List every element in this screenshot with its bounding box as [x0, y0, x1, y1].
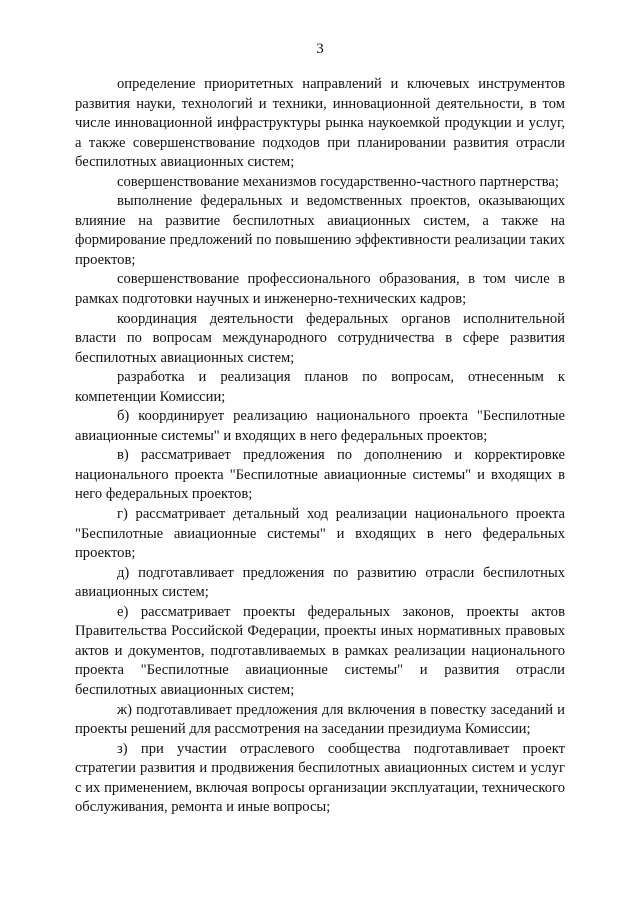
paragraph-professional-education: совершенствование профессионального образования, в том числе в рамках подготовки научных и инженерно-технических кадров;: [75, 271, 565, 308]
paragraph-item-b: б) координирует реализацию национального проекта "Беспилотные авиационные системы" и входящих в него федеральных проектов;: [75, 408, 565, 444]
paragraph-plans: разработка и реализация планов по вопросам, отнесенным к компетенции Комиссии;: [75, 369, 565, 405]
paragraph-federal-projects: выполнение федеральных и ведомственных проектов, оказывающих влияние на развитие беспилотных авиационных систем, а также на формирование предложений по повышению эффективности реализации таких проектов;: [75, 193, 565, 268]
paragraph-item-g: г) рассматривает детальный ход реализации национального проекта "Беспилотные авиационные системы" и входящих в него федеральных проектов;: [75, 506, 565, 562]
paragraph-item-e: е) рассматривает проекты федеральных законов, проекты актов Правительства Российской Федерации, проекты иных нормативных правовых актов и документов, подготавливаемых в рамках реализации национального проекта "Беспилотные авиационные системы" и развития отрасли беспилотных авиационных систем;: [75, 603, 565, 698]
paragraph-item-d: д) подготавливает предложения по развитию отрасли беспилотных авиационных систем;: [75, 564, 565, 601]
page-number: 3: [316, 41, 324, 57]
paragraph-international-cooperation: координация деятельности федеральных органов исполнительной власти по вопросам международного сотрудничества в сфере развития беспилотных авиационных систем;: [75, 310, 565, 366]
paragraph-public-private-partnership: совершенствование механизмов государственно-частного партнерства;: [117, 173, 559, 190]
paragraph-priority-directions: определение приоритетных направлений и ключевых инструментов развития науки, технологий и техники, инновационной деятельности, в том числе инновационной инфраструктуры рынка наукоемкой продукции и услуг, а также совершенствование подходов при планировании развития отрасли беспилотных авиационных систем;: [75, 76, 565, 171]
paragraph-item-z: з) при участии отраслевого сообщества подготавливает проект стратегии развития и продвижения беспилотных авиационных систем и услуг с их применением, включая вопросы организации эксплуатации, технического обслуживания, ремонта и иные вопросы;: [75, 740, 565, 816]
paragraph-item-zh: ж) подготавливает предложения для включения в повестку заседаний и проекты решений для рассмотрения на заседании президиума Комиссии;: [75, 701, 565, 738]
paragraph-item-v: в) рассматривает предложения по дополнению и корректировке национального проекта "Беспилотные авиационные системы" и входящих в него федеральных проектов;: [75, 447, 565, 503]
document-body: [75, 75, 565, 818]
